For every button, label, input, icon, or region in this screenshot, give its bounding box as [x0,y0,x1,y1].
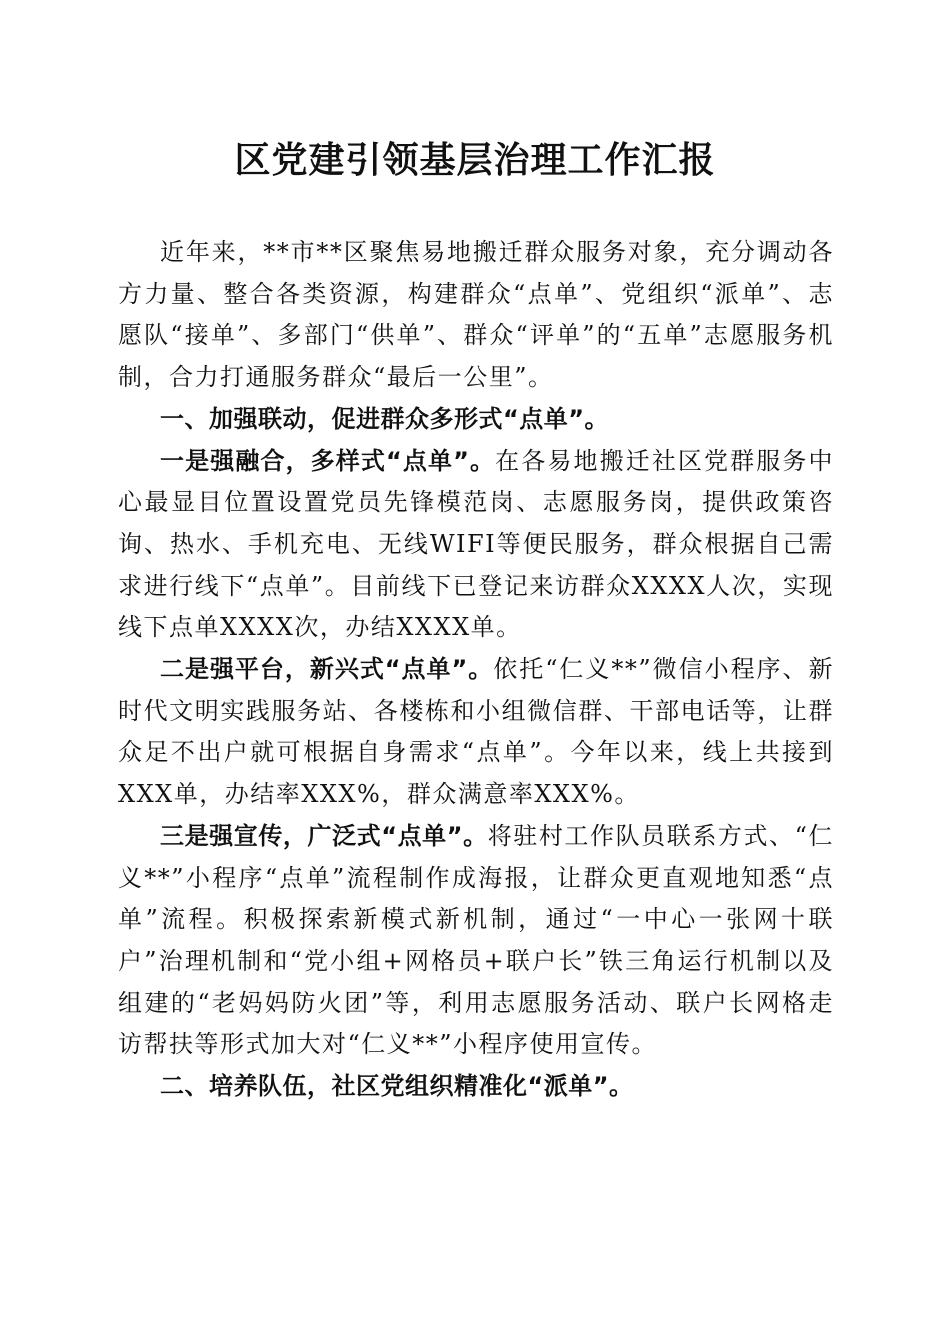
item-3-text: 将驻村工作队员联系方式、“仁义**”小程序“点单”流程制作成海报，让群众更直观地知悉“点单”流程。积极探索新模式新机制，通过“一中心一张网十联户”治理机制和“党小组+网格员+联户长”铁三角运行机制以及组建的“老妈妈防火团”等，利用志愿服务活动、联户长网格走访帮扶等形式加大对“仁义**”小程序使用宣传。 [118,821,835,1059]
section-1-item-2 [118,649,834,816]
item-2-text: 依托“仁义**”微信小程序、新时代文明实践服务站、各楼栋和小组微信群、干部电话等，让群众足不出户就可根据自身需求“点单”。今年以来，线上共接到XXX单，办结率XXX%，群众满意率XXX%。 [118,655,834,809]
section-2-heading: 二、培养队伍，社区党组织精准化“派单”。 [160,1072,634,1101]
section-1-item-1 [118,441,834,650]
document-title: 区党建引领基层治理工作汇报 [234,139,716,181]
section-1-heading: 一、加强联动，促进群众多形式“点单”。 [160,404,610,433]
section-1-item-3 [118,816,834,1066]
item-1-lead: 一是强融合，多样式“点单”。 [160,446,496,475]
intro-paragraph: 近年来，**市**区聚焦易地搬迁群众服务对象，充分调动各方力量、整合各类资源，构建群众“点单”、党组织“派单”、志愿队“接单”、多部门“供单”、群众“评单”的“五单”志愿服务机制，合力打通服务群众“最后一公里”。 [118,238,834,392]
item-3-lead: 三是强宣传，广泛式“点单”。 [160,821,488,850]
item-2-lead: 二是强平台，新兴式“点单”。 [160,655,494,684]
document-body [118,232,834,1108]
item-1-text: 在各易地搬迁社区党群服务中心最显目位置设置党员先锋模范岗、志愿服务岗，提供政策咨询、热水、手机充电、无线WIFI等便民服务，群众根据自己需求进行线下“点单”。目前线下已登记来访群众XXXX人次，实现线下点单XXXX次，办结XXXX单。 [118,446,835,642]
